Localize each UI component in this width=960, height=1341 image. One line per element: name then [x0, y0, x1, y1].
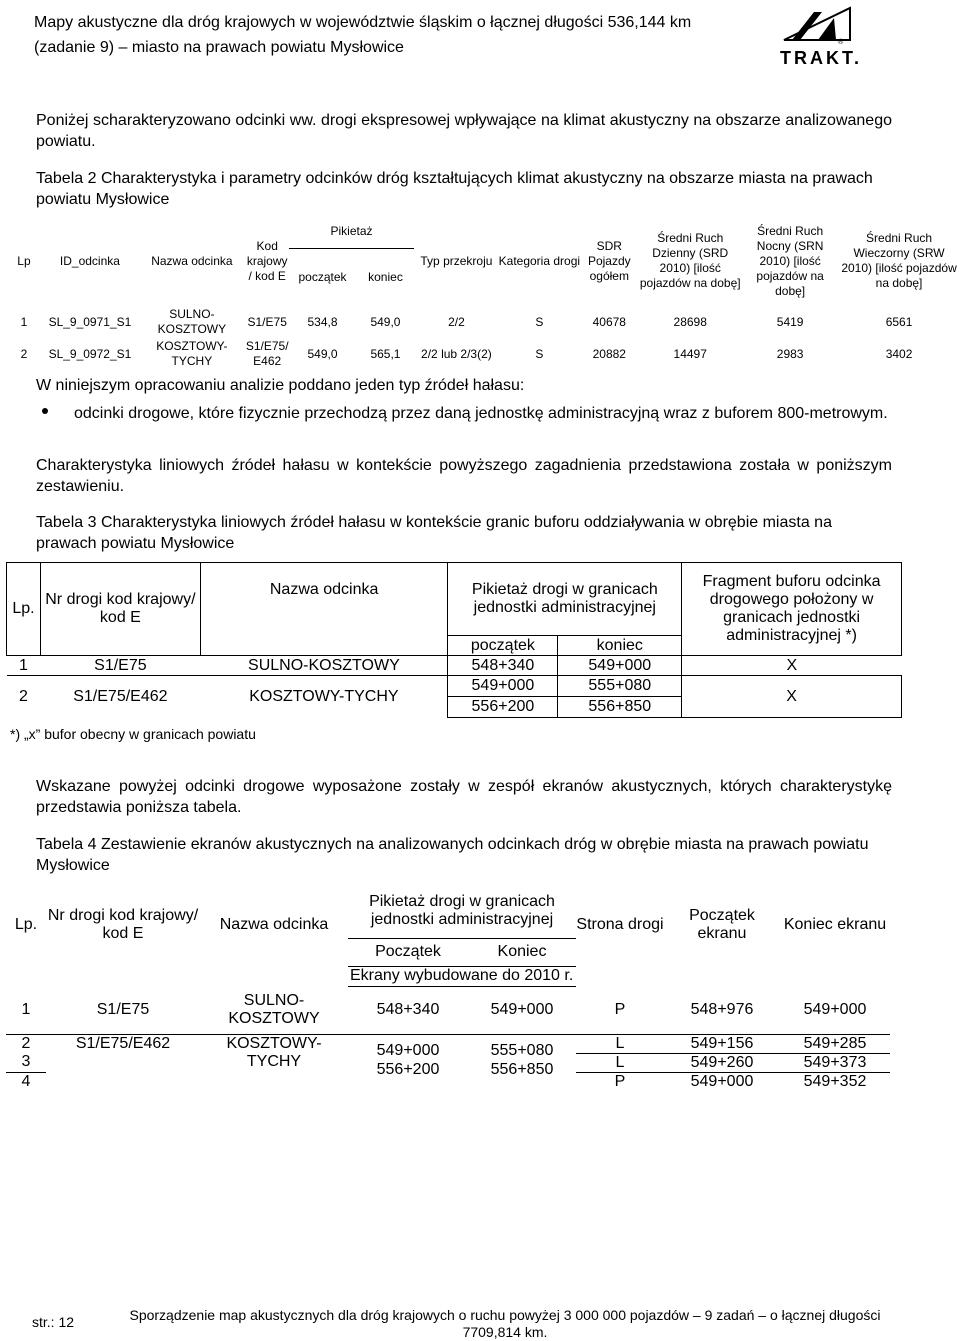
table3-caption: Tabela 3 Charakterystyka liniowych źródeł hałasu w kontekście granic buforu oddziaływania w obrębie miasta na prawach powiatu Mysłowice: [36, 514, 832, 552]
table-row: [6, 1034, 890, 1053]
t3-header-lp: Lp.: [7, 563, 41, 656]
t3-cell-name: SULNO-KOSZTOWY: [200, 656, 448, 676]
table-row: [6, 338, 960, 370]
t2-header-koniec: koniec: [368, 269, 403, 284]
table-row: [6, 306, 960, 338]
t4-cell-lp: 3: [21, 1053, 31, 1071]
t2-header-poczatek: początek: [298, 269, 347, 284]
table-row: [7, 676, 902, 697]
t3-cell-start2: 556+200: [448, 697, 558, 718]
t2-header-name: Nazwa odcinka: [151, 253, 233, 268]
t3-cell-end2: 556+850: [558, 697, 682, 718]
t3-cell-start: 548+340: [448, 656, 558, 676]
t4-cell-lp: 4: [6, 1072, 46, 1091]
t3-cell-end: 555+080: [558, 676, 682, 697]
t3-cell-lp: 1: [7, 656, 41, 676]
t4-cell-pe: 549+000: [664, 1072, 780, 1091]
t3-cell-lp: 2: [19, 687, 28, 705]
t4-header-kon-ekr: Koniec ekranu: [783, 916, 887, 933]
t4-cell-start: 549+000 556+200: [348, 1034, 468, 1091]
table2-caption: Tabela 2 Charakterystyka i parametry odcinków dróg kształtujących klimat akustyczny na obszarze miasta na prawach powiatu Mysłowice: [36, 170, 873, 208]
t3-header-koniec: koniec: [558, 636, 682, 656]
t4-cell-strona: P: [576, 1072, 664, 1091]
t2-cell-name: SULNO-KOSZTOWY: [157, 307, 227, 336]
t4-header-strona: Strona drogi: [576, 916, 664, 933]
footer-text: Sporządzenie map akustycznych dla dróg krajowych o ruchu powyżej 3 000 000 pojazdów – 9 zadań – o łącznej długości 7709,814 km.: [129, 1307, 881, 1340]
intro-paragraph: Poniżej scharakteryzowano odcinki ww. drogi ekspresowej wpływające na klimat akustyczny na obszarze analizowanego powiatu.: [36, 112, 892, 150]
header-title-line1: Mapy akustyczne dla dróg krajowych w województwie śląskim o łącznej długości 536,144 km: [34, 14, 692, 31]
t4-header-pocz-ekr: Początek ekranu: [689, 907, 755, 942]
t4-cell-pe: 548+976: [690, 1000, 754, 1018]
t2-cell-srn: 5419: [776, 314, 804, 329]
t4-cell-ke: 549+000: [803, 1000, 867, 1018]
t3-cell-frag: X: [682, 656, 902, 676]
t4-cell-end: 555+080 556+850: [468, 1034, 576, 1091]
t2-cell-srd: 28698: [673, 314, 707, 329]
header-title-line2: (zadanie 9) – miasto na prawach powiatu Mysłowice: [34, 39, 404, 56]
t2-cell-end: 549,0: [370, 314, 401, 329]
t2-cell-kat: S: [535, 346, 544, 361]
t4-cell-end: 549+000: [490, 1001, 554, 1018]
t4-header-pik: Pikietaż drogi w granicach jednostki administracyjnej: [348, 884, 576, 938]
t2-header-lp: Lp: [17, 253, 31, 268]
t2-cell-kat: S: [535, 314, 544, 329]
t4-cell-ke: 549+285: [780, 1034, 890, 1053]
page-number: str.: 12: [32, 1314, 75, 1330]
t2-cell-kod: S1/E75/ E462: [245, 339, 289, 368]
t3-cell-nr: S1/E75/E462: [73, 687, 168, 705]
t4-cell-ke: 549+373: [780, 1053, 890, 1072]
table4-caption: Tabela 4 Zestawienie ekranów akustycznych na analizowanych odcinkach dróg w obrębie miasta na prawach powiatu Mysłowice: [36, 836, 869, 874]
t4-cell-lp: 1: [21, 1000, 31, 1018]
t3-cell-name: KOSZTOWY-TYCHY: [249, 687, 399, 705]
t2-header-kod: Kod krajowy / kod E: [246, 238, 288, 283]
t2-cell-start: 549,0: [307, 346, 338, 361]
t3-cell-nr: S1/E75: [40, 656, 200, 676]
table4: [6, 884, 890, 1091]
t2-header-sdr: SDR Pojazdy ogółem: [587, 238, 631, 283]
bullet-icon: [42, 408, 48, 414]
t2-cell-end: 565,1: [370, 346, 401, 361]
table-row: [6, 986, 890, 1034]
bullet-text: odcinki drogowe, które fizycznie przechodzą przez daną jednostkę administracyjną wraz z buforem 800-metrowym.: [74, 405, 888, 422]
t4-cell-name: SULNO-KOSZTOWY: [228, 991, 320, 1027]
wskazane-paragraph: Wskazane powyżej odcinki drogowe wyposażone zostały w zespół ekranów akustycznych, których charakterystykę przedstawia poniższa tabela.: [36, 778, 892, 816]
t2-cell-start: 534,8: [307, 314, 338, 329]
t2-cell-srn: 2983: [776, 346, 804, 361]
t4-cell-pe: 549+156: [664, 1034, 780, 1053]
t2-cell-sdr: 40678: [592, 314, 626, 329]
t3-cell-frag: X: [682, 676, 902, 718]
t4-cell-strona: P: [614, 1000, 626, 1018]
t2-header-srd: Średni Ruch Dzienny (SRD 2010) [ilość pojazdów na dobę]: [639, 231, 741, 290]
table-row: [7, 656, 902, 676]
t2-cell-id: SL_9_0972_S1: [48, 346, 132, 361]
t4-header-nr: Nr drogi kod krajowy/ kod E: [47, 907, 199, 942]
t3-header-name: Nazwa odcinka: [200, 563, 448, 656]
t4-cell-name: KOSZTOWY-TYCHY: [200, 1034, 348, 1091]
t2-cell-lp: 1: [20, 314, 28, 329]
t4-cell-pe: 549+260: [664, 1053, 780, 1072]
logo-text: TRAKT.: [780, 48, 862, 68]
t3-header-nr: Nr drogi kod krajowy/ kod E: [40, 563, 200, 656]
t2-cell-kod: S1/E75: [247, 314, 287, 329]
t4-header-poczatek: Początek: [348, 938, 468, 966]
t3-cell-end: 549+000: [558, 656, 682, 676]
t2-cell-typ: 2/2: [448, 314, 465, 329]
t2-cell-srw: 6561: [885, 314, 913, 329]
t4-wybudowane: Ekrany wybudowane do 2010 r.: [348, 966, 576, 986]
t4-cell-start: 548+340: [376, 1001, 440, 1018]
t3-header-poczatek: początek: [448, 636, 558, 656]
t2-cell-srd: 14497: [673, 346, 707, 361]
t4-header-lp: Lp.: [14, 916, 38, 933]
sources-intro: W niniejszym opracowaniu analizie poddano jeden typ źródeł hałasu:: [36, 377, 525, 394]
t2-cell-typ: 2/2 lub 2/3(2): [421, 346, 492, 361]
t4-cell-nr: S1/E75/E462: [46, 1034, 200, 1091]
t2-header-srw: Średni Ruch Wieczorny (SRW 2010) [ilość pojazdów na dobę]: [841, 231, 957, 290]
t4-header-koniec: Koniec: [468, 938, 576, 966]
charakterystyka-paragraph: Charakterystyka liniowych źródeł hałasu w kontekście powyższego zagadnienia przedstawiona została w poniższym zestawieniu.: [36, 457, 892, 495]
table2: [6, 216, 960, 370]
t2-cell-name: KOSZTOWY-TYCHY: [156, 339, 228, 368]
t3-header-pik: Pikietaż drogi w granicach jednostki administracyjnej: [448, 563, 682, 636]
t4-cell-lp: 2: [6, 1034, 46, 1053]
t2-header-pikietaz: Pikietaż: [289, 216, 415, 248]
t2-header-srn: Średni Ruch Nocny (SRN 2010) [ilość pojazdów na dobę]: [756, 223, 824, 298]
t3-cell-start: 549+000: [448, 676, 558, 697]
t4-header-name: Nazwa odcinka: [219, 916, 329, 933]
t2-header-id: ID_odcinka: [59, 253, 120, 268]
table3-footnote: *) „x” bufor obecny w granicach powiatu: [10, 726, 256, 742]
t2-header-typ: Typ przekroju: [420, 253, 493, 268]
t2-cell-lp: 2: [20, 346, 28, 361]
t2-cell-id: SL_9_0971_S1: [48, 314, 132, 329]
svg-text:®: ®: [838, 39, 844, 46]
t2-header-kategoria: Kategoria drogi: [498, 253, 581, 268]
t4-cell-nr: S1/E75: [96, 1000, 150, 1018]
table3: [6, 562, 902, 718]
t4-cell-strona: L: [576, 1053, 664, 1072]
t2-cell-srw: 3402: [885, 346, 913, 361]
t2-cell-sdr: 20882: [592, 346, 626, 361]
t4-cell-ke: 549+352: [780, 1072, 890, 1091]
t3-header-frag: Fragment buforu odcinka drogowego położony w granicach jednostki administracyjnej *): [682, 563, 902, 656]
t4-cell-strona: L: [576, 1034, 664, 1053]
